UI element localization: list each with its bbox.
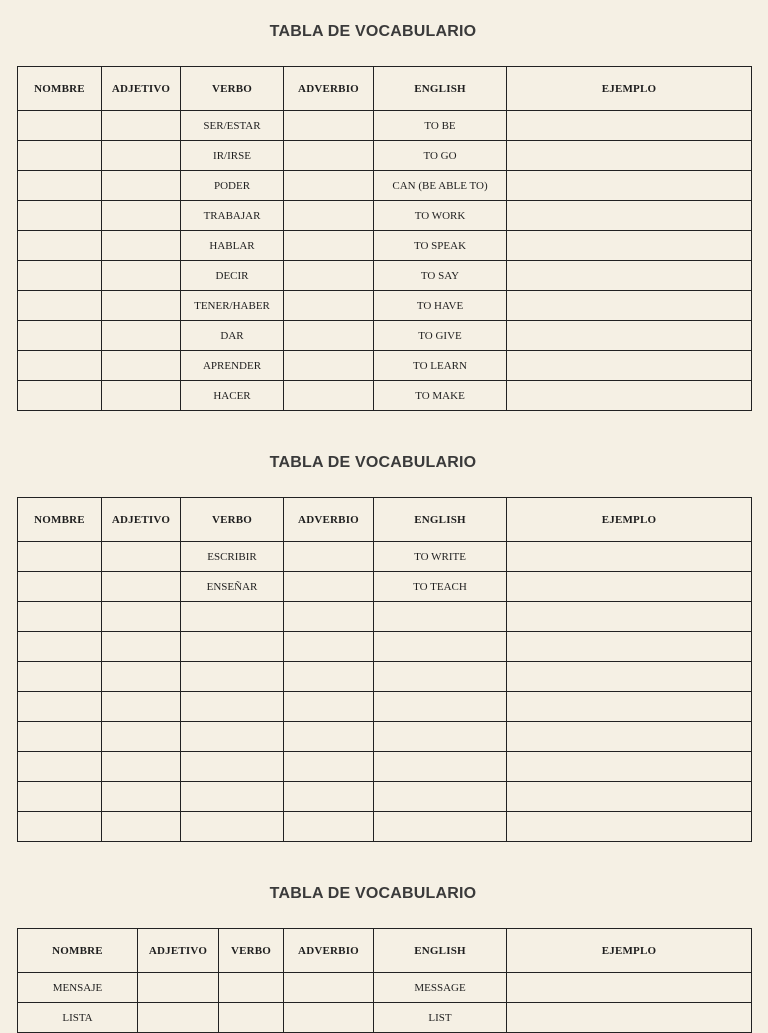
cell-nombre [18,261,102,291]
cell-nombre [18,632,102,662]
cell-nombre [18,171,102,201]
cell-adjetivo [102,542,181,572]
cell-adjetivo [102,692,181,722]
table-row [18,752,752,782]
vocabulary-table-1 [17,66,752,411]
cell-nombre [18,321,102,351]
cell-ejemplo [507,662,752,692]
cell-nombre [18,752,102,782]
cell-adverbio [284,542,374,572]
cell-nombre [18,291,102,321]
cell-verbo [181,632,284,662]
cell-adjetivo [102,351,181,381]
table-row [18,111,752,141]
cell-verbo: TRABAJAR [181,201,284,231]
cell-verbo [181,722,284,752]
cell-nombre [18,692,102,722]
header-row [18,498,752,542]
cell-adverbio [284,812,374,842]
cell-adjetivo [102,572,181,602]
cell-english [374,602,507,632]
cell-verbo: DAR [181,321,284,351]
cell-verbo [181,812,284,842]
cell-nombre [18,111,102,141]
cell-ejemplo [507,542,752,572]
header-row [18,929,752,973]
table-row [18,141,752,171]
cell-english: TO WRITE [374,542,507,572]
table-row [18,782,752,812]
cell-adjetivo [102,812,181,842]
cell-verbo: HABLAR [181,231,284,261]
table-row [18,201,752,231]
header-english: ENGLISH [374,929,507,973]
cell-english: TO GIVE [374,321,507,351]
table-row [18,291,752,321]
header-ejemplo: EJEMPLO [507,929,752,973]
table-row [18,662,752,692]
table-row [18,1003,752,1033]
table-row [18,261,752,291]
header-nombre: NOMBRE [18,929,138,973]
cell-adverbio [284,782,374,812]
table-row [18,321,752,351]
header-row [18,67,752,111]
header-english: ENGLISH [374,498,507,542]
cell-ejemplo [507,231,752,261]
cell-adverbio [284,722,374,752]
header-verbo: VERBO [219,929,284,973]
table-row [18,381,752,411]
cell-english [374,752,507,782]
cell-ejemplo [507,321,752,351]
cell-nombre [18,782,102,812]
cell-nombre [18,722,102,752]
cell-ejemplo [507,111,752,141]
cell-verbo [219,973,284,1003]
cell-nombre [18,662,102,692]
cell-adjetivo [102,171,181,201]
cell-english: TO BE [374,111,507,141]
cell-nombre [18,602,102,632]
cell-adjetivo [102,752,181,782]
cell-adjetivo [138,1003,219,1033]
cell-english: TO LEARN [374,351,507,381]
cell-adverbio [284,1003,374,1033]
cell-adverbio [284,201,374,231]
cell-adverbio [284,321,374,351]
cell-ejemplo [507,171,752,201]
cell-verbo: APRENDER [181,351,284,381]
cell-verbo: PODER [181,171,284,201]
cell-verbo: ESCRIBIR [181,542,284,572]
cell-nombre: LISTA [18,1003,138,1033]
cell-ejemplo [507,782,752,812]
header-adjetivo: ADJETIVO [138,929,219,973]
table-row [18,812,752,842]
cell-english [374,722,507,752]
cell-verbo [181,602,284,632]
cell-adjetivo [102,602,181,632]
cell-adjetivo [102,381,181,411]
cell-english [374,812,507,842]
header-nombre: NOMBRE [18,67,102,111]
cell-verbo: SER/ESTAR [181,111,284,141]
cell-adjetivo [102,261,181,291]
cell-verbo: IR/IRSE [181,141,284,171]
cell-verbo [181,782,284,812]
cell-nombre [18,141,102,171]
cell-english: TO MAKE [374,381,507,411]
cell-ejemplo [507,973,752,1003]
cell-adjetivo [102,231,181,261]
cell-nombre [18,231,102,261]
cell-nombre [18,812,102,842]
cell-english: TO GO [374,141,507,171]
table-row [18,542,752,572]
cell-english [374,662,507,692]
cell-adverbio [284,572,374,602]
cell-adjetivo [102,782,181,812]
header-ejemplo: EJEMPLO [507,498,752,542]
cell-verbo: HACER [181,381,284,411]
cell-nombre [18,351,102,381]
cell-adverbio [284,752,374,782]
cell-adverbio [284,291,374,321]
cell-nombre [18,572,102,602]
table-1-title: TABLA DE VOCABULARIO [269,23,477,40]
cell-ejemplo [507,722,752,752]
table-row [18,171,752,201]
header-adverbio: ADVERBIO [284,929,374,973]
cell-adjetivo [102,141,181,171]
cell-ejemplo [507,572,752,602]
cell-ejemplo [507,752,752,782]
table-row [18,692,752,722]
cell-adjetivo [102,291,181,321]
cell-adverbio [284,973,374,1003]
cell-english: TO HAVE [374,291,507,321]
cell-verbo: DECIR [181,261,284,291]
cell-adjetivo [102,111,181,141]
table-row [18,351,752,381]
cell-english [374,782,507,812]
cell-ejemplo [507,351,752,381]
table-2-title: TABLA DE VOCABULARIO [269,454,477,471]
cell-ejemplo [507,692,752,722]
cell-english: LIST [374,1003,507,1033]
cell-adverbio [284,351,374,381]
cell-nombre: MENSAJE [18,973,138,1003]
table-row [18,572,752,602]
cell-ejemplo [507,291,752,321]
header-adverbio: ADVERBIO [284,498,374,542]
cell-english: CAN (BE ABLE TO) [374,171,507,201]
cell-ejemplo [507,141,752,171]
cell-verbo [181,752,284,782]
table-row [18,632,752,662]
header-verbo: VERBO [181,67,284,111]
cell-adverbio [284,231,374,261]
vocabulary-table-2 [17,497,752,842]
cell-ejemplo [507,201,752,231]
vocabulary-table-3 [17,928,752,1033]
cell-ejemplo [507,812,752,842]
header-nombre: NOMBRE [18,498,102,542]
cell-adverbio [284,261,374,291]
cell-adjetivo [102,632,181,662]
cell-ejemplo [507,632,752,662]
cell-adjetivo [102,201,181,231]
cell-english: TO SAY [374,261,507,291]
cell-english: TO SPEAK [374,231,507,261]
cell-english [374,692,507,722]
header-ejemplo: EJEMPLO [507,67,752,111]
cell-adjetivo [138,973,219,1003]
cell-verbo: TENER/HABER [181,291,284,321]
table-3-title: TABLA DE VOCABULARIO [269,885,477,902]
cell-adverbio [284,141,374,171]
cell-adjetivo [102,321,181,351]
header-adverbio: ADVERBIO [284,67,374,111]
cell-adverbio [284,662,374,692]
cell-adverbio [284,602,374,632]
cell-nombre [18,542,102,572]
header-adjetivo: ADJETIVO [102,498,181,542]
header-verbo: VERBO [181,498,284,542]
cell-adverbio [284,171,374,201]
cell-adverbio [284,632,374,662]
cell-ejemplo [507,1003,752,1033]
cell-adverbio [284,692,374,722]
cell-english: MESSAGE [374,973,507,1003]
cell-ejemplo [507,602,752,632]
cell-english: TO TEACH [374,572,507,602]
cell-adjetivo [102,662,181,692]
table-row [18,973,752,1003]
cell-verbo [181,662,284,692]
table-row [18,231,752,261]
table-row [18,722,752,752]
cell-english: TO WORK [374,201,507,231]
cell-nombre [18,201,102,231]
header-english: ENGLISH [374,67,507,111]
cell-adverbio [284,381,374,411]
cell-ejemplo [507,261,752,291]
cell-verbo [181,692,284,722]
cell-nombre [18,381,102,411]
cell-verbo [219,1003,284,1033]
header-adjetivo: ADJETIVO [102,67,181,111]
cell-adverbio [284,111,374,141]
cell-adjetivo [102,722,181,752]
cell-english [374,632,507,662]
table-row [18,602,752,632]
cell-ejemplo [507,381,752,411]
cell-verbo: ENSEÑAR [181,572,284,602]
